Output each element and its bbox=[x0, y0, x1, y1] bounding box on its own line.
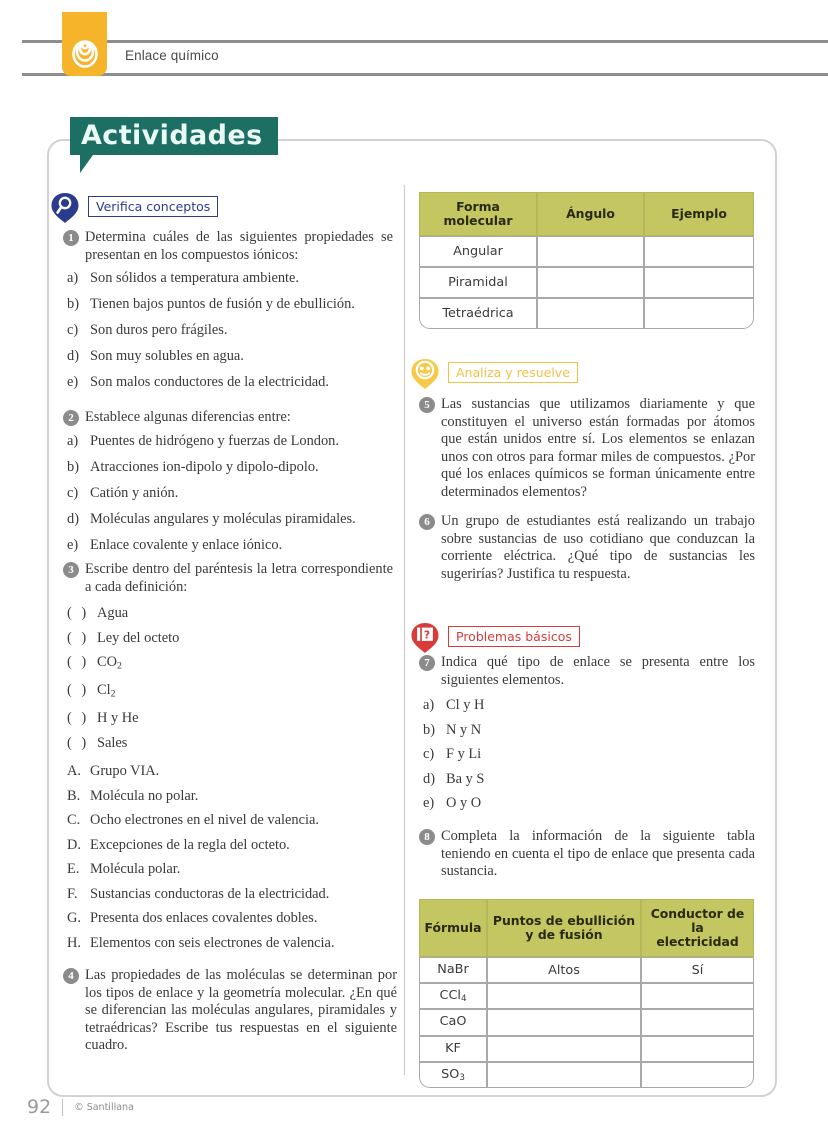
question-7 bbox=[419, 654, 755, 820]
question-text: Indica qué tipo de enlace se presenta entre los siguientes elementos. bbox=[441, 654, 755, 688]
chapter-title: Enlace químico bbox=[125, 48, 219, 63]
question-2-options bbox=[63, 433, 393, 555]
item-text: Son sólidos a temperatura ambiente. bbox=[90, 270, 300, 287]
column-header-puntos bbox=[487, 899, 641, 957]
item-marker: b) bbox=[423, 721, 435, 738]
formula-subscript: 4 bbox=[460, 994, 467, 1005]
formula-text: SO bbox=[441, 1066, 460, 1082]
cell-puntos[interactable] bbox=[487, 1036, 641, 1062]
header-line: Forma bbox=[456, 199, 500, 214]
question-7-options bbox=[419, 697, 755, 813]
item-text: H y He bbox=[97, 710, 139, 727]
formula-subscript: 3 bbox=[459, 1072, 465, 1083]
page-header bbox=[0, 0, 828, 100]
table-row bbox=[419, 298, 754, 329]
item-marker: B. bbox=[67, 787, 81, 804]
item-text: Excepciones de la regla del octeto. bbox=[90, 836, 290, 853]
page-number: 92 bbox=[27, 1096, 52, 1118]
question-number: 3 bbox=[63, 562, 79, 578]
item-text: Puentes de hidrógeno y fuerzas de London. bbox=[90, 432, 339, 449]
cell-ejemplo[interactable] bbox=[644, 298, 754, 329]
item-text: Son muy solubles en agua. bbox=[90, 348, 244, 365]
item-text: Son duros pero frágiles. bbox=[90, 322, 228, 339]
item-text: N y N bbox=[446, 721, 482, 738]
book-question-icon bbox=[410, 622, 440, 654]
list-item bbox=[63, 511, 393, 529]
smiley-pin-icon bbox=[410, 358, 440, 390]
item-text: Agua bbox=[97, 605, 129, 622]
list-item bbox=[63, 296, 393, 314]
item-text: Ba y S bbox=[446, 770, 485, 787]
spiral-shell-icon bbox=[66, 32, 104, 70]
question-text: Completa la información de la siguiente tabla teniendo en cuenta el tipo de enlace que presenta cada sustancia. bbox=[441, 828, 755, 880]
cell-formula bbox=[419, 1062, 487, 1088]
formula-text: CaO bbox=[439, 1014, 467, 1030]
header-rule-bottom bbox=[22, 73, 828, 76]
item-text: Sustancias conductoras de la electricidad. bbox=[90, 885, 330, 902]
table-row bbox=[419, 267, 754, 298]
list-item bbox=[63, 270, 393, 288]
item-marker: F. bbox=[67, 885, 78, 902]
cell-forma: Angular bbox=[419, 236, 537, 267]
table-header-row bbox=[419, 192, 754, 236]
cell-puntos[interactable]: Altos bbox=[487, 957, 641, 983]
list-item bbox=[419, 771, 755, 789]
question-text: Las sustancias que utilizamos diariamente y que constituyen el universo están formadas por átomos que están unidos entre sí. Los elementos se enlazan unos con otros para formar miles de compuestos. ¿Por qué los enlaces químicos se forman únicamente entre determinados elementos? bbox=[441, 396, 755, 500]
table-row bbox=[419, 236, 754, 267]
item-marker: e) bbox=[67, 374, 79, 391]
banner-tail bbox=[80, 155, 93, 173]
item-text: Elementos con seis electrones de valencia. bbox=[90, 934, 335, 951]
list-item bbox=[419, 746, 755, 764]
question-text: Escribe dentro del paréntesis la letra correspondiente a cada definición: bbox=[85, 561, 393, 595]
item-marker: e) bbox=[67, 536, 79, 553]
list-item bbox=[419, 697, 755, 715]
item-text: Moléculas angulares y moléculas piramidales. bbox=[90, 510, 356, 527]
table-row bbox=[419, 1009, 754, 1035]
header-line: molecular bbox=[443, 213, 513, 228]
item-text: Ley del octeto bbox=[97, 629, 180, 646]
cell-formula bbox=[419, 1009, 487, 1035]
footer-separator bbox=[62, 1099, 63, 1116]
cell-formula bbox=[419, 1036, 487, 1062]
cell-conductor[interactable] bbox=[641, 1062, 754, 1088]
question-1 bbox=[63, 229, 393, 400]
question-8 bbox=[419, 828, 755, 883]
table-row bbox=[419, 1036, 754, 1062]
header-line: electricidad bbox=[656, 934, 739, 949]
item-marker: H. bbox=[67, 934, 81, 951]
cell-puntos[interactable] bbox=[487, 1009, 641, 1035]
table-row bbox=[419, 983, 754, 1009]
question-text: Determina cuáles de las siguientes propiedades se presentan en los compuestos iónicos: bbox=[85, 229, 393, 263]
item-text: Catión y anión. bbox=[90, 484, 179, 501]
list-item bbox=[63, 459, 393, 477]
question-number: 4 bbox=[63, 968, 79, 984]
item-marker: a) bbox=[67, 270, 79, 287]
item-text: Tienen bajos puntos de fusión y de ebullición. bbox=[90, 296, 355, 313]
list-item bbox=[63, 710, 393, 728]
list-item bbox=[63, 433, 393, 451]
list-item bbox=[63, 763, 393, 781]
table-row bbox=[419, 957, 754, 983]
question-3-paren-options bbox=[63, 605, 393, 752]
question-6 bbox=[419, 513, 755, 585]
item-subscript: 2 bbox=[110, 688, 116, 700]
formula-text: KF bbox=[445, 1040, 461, 1056]
list-item bbox=[63, 322, 393, 340]
list-item bbox=[63, 812, 393, 830]
item-marker: a) bbox=[423, 697, 435, 714]
section-label-problemas-basicos: Problemas básicos bbox=[448, 626, 580, 647]
cell-puntos[interactable] bbox=[487, 1062, 641, 1088]
list-item bbox=[63, 374, 393, 392]
column-header-formula: Fórmula bbox=[419, 899, 487, 957]
header-rule-top bbox=[22, 40, 828, 43]
list-item bbox=[419, 795, 755, 813]
question-number: 8 bbox=[419, 829, 435, 845]
list-item bbox=[63, 537, 393, 555]
item-marker: e) bbox=[423, 795, 435, 812]
cell-puntos[interactable] bbox=[487, 983, 641, 1009]
magnifier-pin-icon bbox=[50, 192, 80, 224]
item-text: Presenta dos enlaces covalentes dobles. bbox=[90, 910, 318, 927]
page-footer bbox=[27, 1096, 134, 1126]
item-marker: d) bbox=[67, 510, 79, 527]
cell-angulo[interactable] bbox=[537, 267, 644, 298]
section-label-analiza-y-resuelve: Analiza y resuelve bbox=[448, 362, 578, 383]
question-number: 7 bbox=[419, 655, 435, 671]
list-item bbox=[63, 654, 393, 675]
list-item bbox=[63, 935, 393, 953]
question-3 bbox=[63, 561, 393, 959]
substances-table bbox=[419, 899, 754, 1088]
item-marker: d) bbox=[423, 770, 435, 787]
cell-formula bbox=[419, 957, 487, 983]
item-marker: ( ) bbox=[67, 682, 90, 699]
activities-banner-label: Actividades bbox=[81, 120, 263, 151]
header-line: Conductor de la bbox=[650, 906, 745, 935]
column-divider bbox=[404, 185, 405, 1075]
table-row bbox=[419, 1062, 754, 1088]
question-text: Establece algunas diferencias entre: bbox=[85, 409, 291, 425]
list-item bbox=[63, 837, 393, 855]
question-5 bbox=[419, 396, 755, 504]
item-text: Cl bbox=[97, 682, 111, 699]
list-item bbox=[63, 348, 393, 366]
cell-angulo[interactable] bbox=[537, 236, 644, 267]
list-item bbox=[63, 910, 393, 928]
column-header-conductor bbox=[641, 899, 754, 957]
column-header-angulo: Ángulo bbox=[537, 192, 644, 236]
item-marker: c) bbox=[423, 746, 435, 763]
item-marker: ( ) bbox=[67, 734, 90, 751]
question-text: Un grupo de estudiantes está realizando un trabajo sobre sustancias de uso cotidiano que conduzcan la corriente eléctrica. ¿Qué tipo de sustancias les sugerirías? Justifica tu respuesta. bbox=[441, 513, 755, 582]
header-line: Puntos de ebullición bbox=[492, 913, 636, 928]
item-marker: d) bbox=[67, 348, 79, 365]
cell-conductor[interactable] bbox=[641, 1009, 754, 1035]
item-text: Ocho electrones en el nivel de valencia. bbox=[90, 812, 319, 829]
item-subscript: 2 bbox=[117, 660, 122, 672]
item-text: Grupo VIA. bbox=[90, 763, 160, 780]
molecular-shape-table bbox=[419, 192, 754, 329]
item-marker: ( ) bbox=[67, 629, 90, 646]
list-item bbox=[63, 682, 393, 703]
question-3-letter-options bbox=[63, 763, 393, 952]
list-item bbox=[63, 485, 393, 503]
column-header-ejemplo: Ejemplo bbox=[644, 192, 754, 236]
item-marker: G. bbox=[67, 910, 81, 927]
list-item bbox=[419, 722, 755, 740]
cell-angulo[interactable] bbox=[537, 298, 644, 329]
item-marker: ( ) bbox=[67, 654, 90, 671]
question-2 bbox=[63, 409, 393, 563]
header-line: y de fusión bbox=[525, 927, 603, 942]
list-item bbox=[63, 861, 393, 879]
item-marker: ( ) bbox=[67, 710, 90, 727]
list-item bbox=[63, 630, 393, 648]
item-text: CO bbox=[97, 654, 117, 671]
column-header-forma-molecular bbox=[419, 192, 537, 236]
cell-ejemplo[interactable] bbox=[644, 236, 754, 267]
copyright-notice: © Santillana bbox=[74, 1101, 134, 1113]
question-1-options bbox=[63, 270, 393, 392]
item-text: Son malos conductores de la electricidad. bbox=[90, 374, 329, 391]
cell-forma: Tetraédrica bbox=[419, 298, 537, 329]
item-marker: E. bbox=[67, 861, 80, 878]
item-text: Cl y H bbox=[446, 697, 485, 714]
question-number: 6 bbox=[419, 514, 435, 530]
item-marker: c) bbox=[67, 484, 79, 501]
question-number: 5 bbox=[419, 397, 435, 413]
question-4 bbox=[63, 967, 397, 1057]
question-text: Las propiedades de las moléculas se determinan por los tipos de enlace y la geometría molecular. ¿En qué se diferencian las moléculas angulares, piramidales y tetraédricas? Escribe tus respuestas en el siguiente cuadro. bbox=[85, 967, 397, 1054]
formula-text: NaBr bbox=[437, 962, 469, 977]
item-marker: b) bbox=[67, 458, 79, 475]
table-header-row bbox=[419, 899, 754, 957]
item-text: F y Li bbox=[446, 746, 482, 763]
item-text: Molécula no polar. bbox=[90, 787, 199, 804]
formula-text: CCl bbox=[439, 988, 461, 1004]
cell-formula bbox=[419, 983, 487, 1009]
cell-forma: Piramidal bbox=[419, 267, 537, 298]
item-marker: a) bbox=[67, 432, 79, 449]
item-text: Enlace covalente y enlace iónico. bbox=[90, 536, 283, 553]
question-number: 1 bbox=[63, 230, 79, 246]
list-item bbox=[63, 886, 393, 904]
item-marker: ( ) bbox=[67, 605, 90, 622]
cell-conductor[interactable]: Sí bbox=[641, 957, 754, 983]
item-marker: A. bbox=[67, 763, 81, 780]
question-number: 2 bbox=[63, 410, 79, 426]
item-text: O y O bbox=[446, 795, 482, 812]
item-text: Molécula polar. bbox=[90, 861, 181, 878]
item-marker: c) bbox=[67, 322, 79, 339]
list-item bbox=[63, 788, 393, 806]
item-text: Sales bbox=[97, 734, 128, 751]
item-text: Atracciones ion-dipolo y dipolo-dipolo. bbox=[90, 458, 319, 475]
list-item bbox=[63, 605, 393, 623]
item-marker: C. bbox=[67, 812, 81, 829]
activities-banner bbox=[70, 117, 278, 155]
cell-ejemplo[interactable] bbox=[644, 267, 754, 298]
svg-text:?: ? bbox=[423, 628, 431, 642]
list-item bbox=[63, 735, 393, 753]
cell-conductor[interactable] bbox=[641, 1036, 754, 1062]
item-marker: D. bbox=[67, 836, 81, 853]
item-marker: b) bbox=[67, 296, 79, 313]
section-label-verifica-conceptos: Verifica conceptos bbox=[88, 196, 218, 217]
cell-conductor[interactable] bbox=[641, 983, 754, 1009]
